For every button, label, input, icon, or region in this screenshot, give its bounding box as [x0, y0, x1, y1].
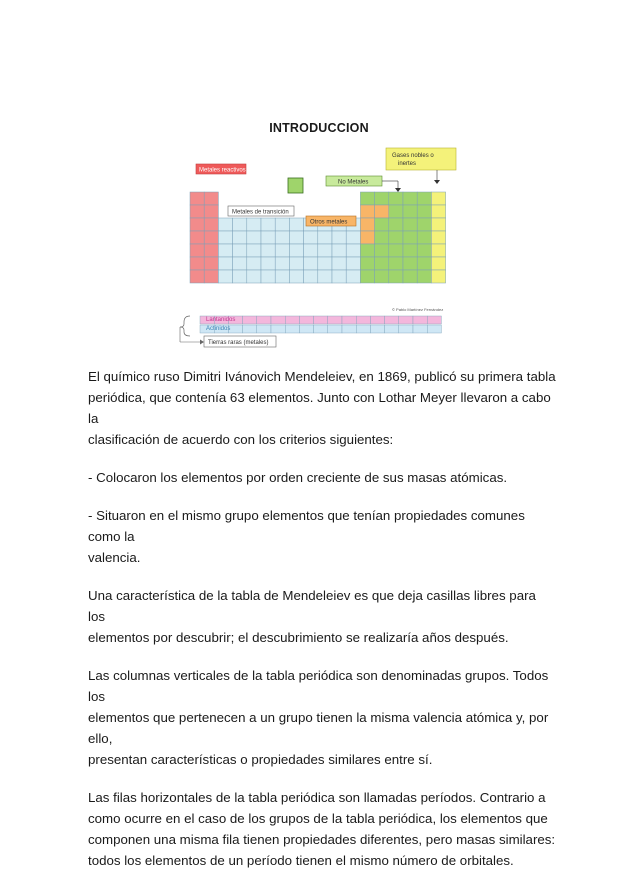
element-cell	[417, 231, 431, 244]
element-cell	[261, 270, 275, 283]
f-block-cell	[385, 316, 399, 324]
element-cell	[375, 205, 389, 218]
element-cell	[247, 270, 261, 283]
label-actinidos: Actinidos	[206, 326, 231, 332]
element-cell	[375, 244, 389, 257]
f-block-cell	[328, 316, 342, 324]
f-block-cell	[370, 325, 384, 333]
f-block-cell	[314, 316, 328, 324]
element-cell	[403, 257, 417, 270]
element-cell	[204, 244, 218, 257]
element-cell	[417, 270, 431, 283]
element-cell	[190, 244, 204, 257]
periodic-table-grid	[190, 192, 446, 283]
element-cell	[190, 205, 204, 218]
element-cell	[275, 257, 289, 270]
element-cell	[289, 244, 303, 257]
element-cell	[233, 218, 247, 231]
element-cell	[204, 218, 218, 231]
element-cell	[233, 270, 247, 283]
element-cell	[289, 270, 303, 283]
label-nobles-line2: inertes	[398, 161, 417, 167]
element-cell	[218, 244, 232, 257]
element-cell	[318, 270, 332, 283]
paragraph-line: elementos por descubrir; el descubrimiento se realizaría años después.	[88, 630, 509, 645]
element-cell	[204, 257, 218, 270]
paragraph-line: - Situaron en el mismo grupo elementos que tenían propiedades comunes como la	[88, 508, 525, 544]
element-cell	[375, 192, 389, 205]
element-cell	[389, 257, 403, 270]
f-block-cell	[228, 325, 242, 333]
element-cell	[389, 218, 403, 231]
element-cell	[375, 231, 389, 244]
element-cell	[332, 257, 346, 270]
paragraph-line: valencia.	[88, 550, 141, 565]
element-cell	[289, 231, 303, 244]
f-block-cell	[299, 316, 313, 324]
element-cell	[431, 270, 445, 283]
element-cell	[304, 231, 318, 244]
element-cell	[275, 231, 289, 244]
element-cell	[431, 192, 445, 205]
element-cell	[275, 244, 289, 257]
f-block-cell	[328, 325, 342, 333]
f-block-cell	[413, 325, 427, 333]
element-cell	[218, 218, 232, 231]
paragraph-line: clasificación de acuerdo con los criterios siguientes:	[88, 432, 394, 447]
element-cell	[233, 244, 247, 257]
element-cell	[403, 192, 417, 205]
element-cell	[304, 270, 318, 283]
label-reactivos: Metales reactivos	[199, 167, 246, 174]
element-cell	[204, 231, 218, 244]
f-block-cell	[385, 325, 399, 333]
element-cell	[204, 205, 218, 218]
element-cell	[360, 218, 374, 231]
element-cell	[304, 257, 318, 270]
f-block-cell	[243, 316, 257, 324]
element-cell	[403, 244, 417, 257]
element-cell	[218, 270, 232, 283]
paragraph-line: todos los elementos de un período tienen el mismo número de orbitales.	[88, 853, 514, 868]
element-cell	[417, 244, 431, 257]
paragraph-line: periódica, que contenía 63 elementos. Junto con Lothar Meyer llevaron a cabo la	[88, 390, 551, 426]
element-cell	[218, 231, 232, 244]
element-cell	[261, 231, 275, 244]
element-cell	[275, 270, 289, 283]
element-cell	[403, 218, 417, 231]
paragraph-line: elementos que pertenecen a un grupo tienen la misma valencia atómica y, por ello,	[88, 710, 549, 746]
element-cell	[332, 244, 346, 257]
f-block-cell	[257, 325, 271, 333]
element-cell	[261, 218, 275, 231]
paragraph-criterion-1	[88, 467, 556, 488]
element-cell	[332, 231, 346, 244]
f-block-rows	[200, 316, 441, 333]
element-cell	[403, 231, 417, 244]
element-cell	[417, 218, 431, 231]
element-cell	[289, 218, 303, 231]
element-cell	[346, 231, 360, 244]
periodic-table-figure	[176, 146, 462, 352]
paragraph-line: Las columnas verticales de la tabla periódica son denominadas grupos. Todos los	[88, 668, 549, 704]
element-cell	[218, 257, 232, 270]
element-cell	[360, 270, 374, 283]
paragraph-grupos	[88, 665, 556, 770]
label-lantanidos: Lantanidos	[206, 317, 236, 323]
f-block-cell	[427, 325, 441, 333]
element-cell	[304, 244, 318, 257]
f-block-cell	[285, 325, 299, 333]
element-cell	[346, 257, 360, 270]
element-cell	[360, 205, 374, 218]
paragraph-line: componen una misma fila tienen propiedades diferentes, pero masas similares:	[88, 832, 556, 847]
label-otros: Otros metales	[310, 219, 348, 226]
f-block-cell	[399, 316, 413, 324]
element-cell	[389, 270, 403, 283]
element-cell	[403, 205, 417, 218]
element-cell	[247, 257, 261, 270]
f-block-cell	[285, 316, 299, 324]
element-cell	[190, 192, 204, 205]
element-cell	[417, 257, 431, 270]
element-cell	[318, 257, 332, 270]
f-block-bracket	[180, 316, 190, 336]
element-cell	[247, 231, 261, 244]
element-cell	[346, 270, 360, 283]
element-cell	[332, 270, 346, 283]
f-block-cell	[356, 325, 370, 333]
element-cell	[375, 257, 389, 270]
element-cell	[247, 218, 261, 231]
paragraph-intro	[88, 366, 556, 450]
element-cell	[360, 244, 374, 257]
element-cell	[375, 218, 389, 231]
body-text	[88, 366, 556, 871]
element-cell	[346, 244, 360, 257]
element-cell	[261, 244, 275, 257]
element-cell	[261, 257, 275, 270]
label-tierras: Tierras raras (metales)	[208, 340, 269, 346]
paragraph-criterion-2	[88, 505, 556, 568]
f-block-cell	[271, 325, 285, 333]
element-cell	[233, 231, 247, 244]
element-cell	[360, 231, 374, 244]
paragraph-casillas-libres	[88, 585, 556, 648]
element-cell	[360, 257, 374, 270]
element-cell	[275, 218, 289, 231]
paragraph-line: El químico ruso Dimitri Ivánovich Mendeleiev, en 1869, publicó su primera tabla	[88, 369, 556, 384]
element-cell	[431, 231, 445, 244]
element-cell	[190, 270, 204, 283]
element-cell	[389, 244, 403, 257]
paragraph-line: como ocurre en el caso de los grupos de la tabla periódica, los elementos que	[88, 811, 548, 826]
element-cell	[360, 192, 374, 205]
element-cell	[403, 270, 417, 283]
label-nobles-line1: Gases nobles o	[392, 153, 434, 159]
f-block-cell	[243, 325, 257, 333]
element-cell	[389, 205, 403, 218]
page-title: INTRODUCCION	[269, 121, 369, 135]
element-cell	[190, 218, 204, 231]
element-cell	[431, 244, 445, 257]
label-no-metales: No Metales	[338, 179, 369, 186]
f-block-cell	[342, 316, 356, 324]
element-cell	[375, 270, 389, 283]
f-block-cell	[299, 325, 313, 333]
element-cell	[190, 257, 204, 270]
f-block-cell	[356, 316, 370, 324]
f-block-cell	[257, 316, 271, 324]
element-cell	[190, 231, 204, 244]
element-cell	[431, 218, 445, 231]
label-transicion: Metales de transición	[232, 209, 289, 216]
hydrogen-cell	[288, 178, 303, 193]
figure-credit: © Pablo Martínez Fernández	[392, 307, 444, 312]
element-cell	[247, 244, 261, 257]
label-box-nobles	[386, 148, 456, 170]
element-cell	[318, 244, 332, 257]
f-block-cell	[342, 325, 356, 333]
element-cell	[417, 192, 431, 205]
element-cell	[389, 192, 403, 205]
element-cell	[233, 257, 247, 270]
paragraph-periodos	[88, 787, 556, 871]
element-cell	[431, 257, 445, 270]
f-block-cell	[427, 316, 441, 324]
paragraph-line: presentan características o propiedades similares entre sí.	[88, 752, 433, 767]
f-block-cell	[413, 316, 427, 324]
paragraph-line: - Colocaron los elementos por orden creciente de sus masas atómicas.	[88, 470, 508, 485]
element-cell	[318, 231, 332, 244]
element-cell	[431, 205, 445, 218]
element-cell	[204, 192, 218, 205]
f-block-cell	[271, 316, 285, 324]
element-cell	[289, 257, 303, 270]
paragraph-line: Las filas horizontales de la tabla periódica son llamadas períodos. Contrario a	[88, 790, 546, 805]
f-block-cell	[399, 325, 413, 333]
element-cell	[204, 270, 218, 283]
element-cell	[389, 231, 403, 244]
f-block-cell	[314, 325, 328, 333]
f-block-cell	[370, 316, 384, 324]
element-cell	[417, 205, 431, 218]
paragraph-line: Una característica de la tabla de Mendeleiev es que deja casillas libres para los	[88, 588, 536, 624]
